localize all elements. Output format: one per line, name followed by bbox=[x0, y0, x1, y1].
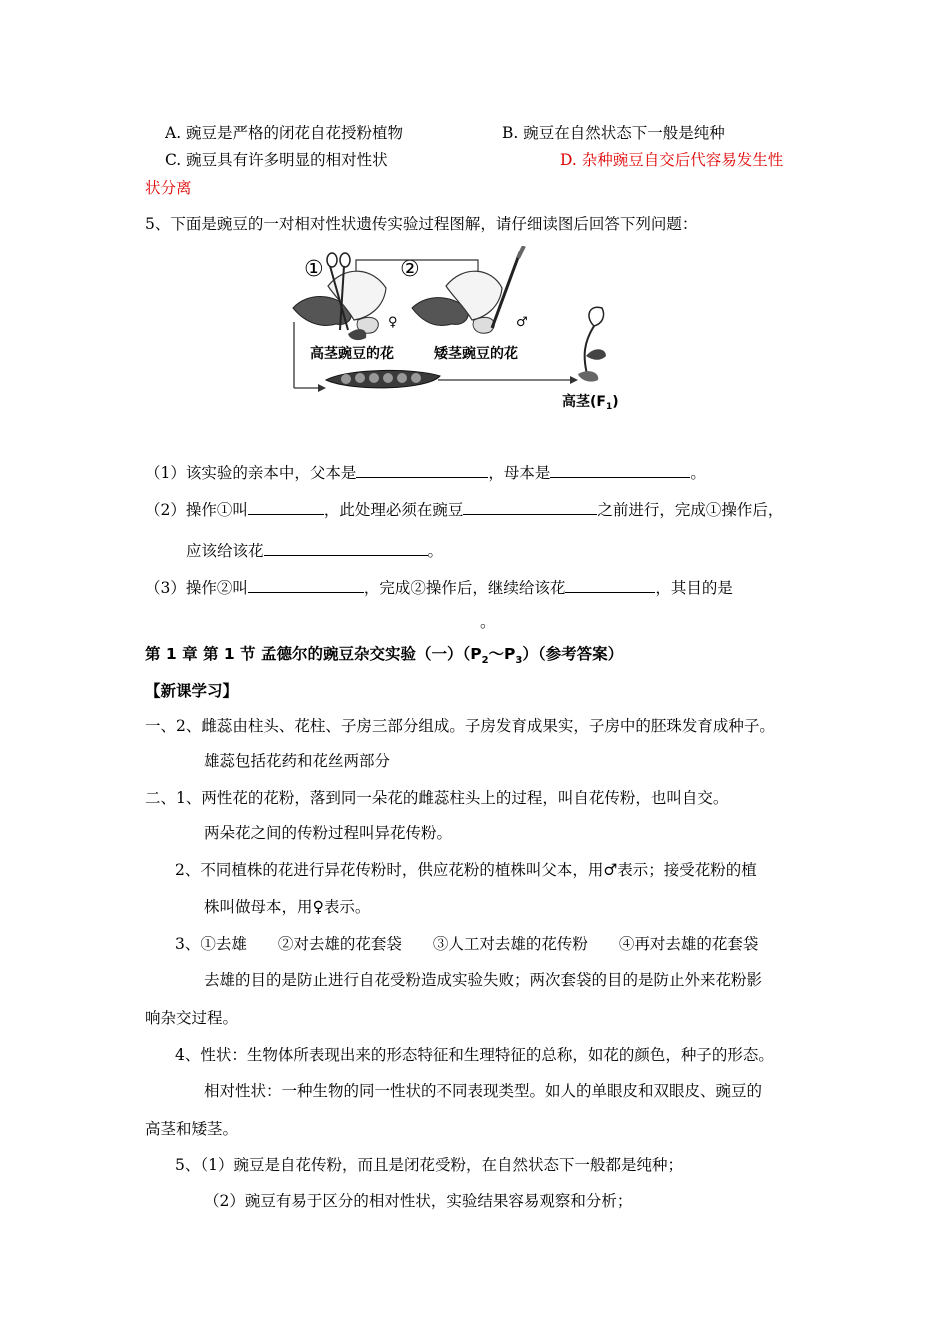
option-d-continued: 状分离 bbox=[145, 179, 192, 197]
f1-label: 高茎$(F_1)$ bbox=[562, 394, 619, 412]
answer-line: 株叫做母本，用♀表示。 bbox=[204, 898, 371, 916]
pea-pod-image bbox=[326, 370, 440, 387]
answer-line: 响杂交过程。 bbox=[145, 1009, 239, 1027]
blank-operation2[interactable] bbox=[248, 578, 364, 593]
blank-before[interactable] bbox=[463, 500, 597, 515]
answer-line: 高茎和矮茎。 bbox=[145, 1120, 239, 1138]
step1-label: ① bbox=[304, 257, 324, 282]
female-symbol: ♀ bbox=[388, 315, 398, 330]
section-heading: 【新课学习】 bbox=[145, 682, 239, 700]
q5-sub1: （1）该实验的亲本中，父本是 ，母本是 。 bbox=[145, 464, 706, 482]
blank-operation1[interactable] bbox=[248, 500, 324, 515]
step2-label: ② bbox=[400, 257, 420, 282]
answer-line: 5、（1）豌豆是自花传粉，而且是闭花受粉，在自然状态下一般都是纯种； bbox=[175, 1156, 683, 1174]
answer-line: 相对性状：一种生物的同一性状的不同表现类型。如人的单眼皮和双眼皮、豌豆的 bbox=[204, 1082, 763, 1100]
answer-line: 4、性状：生物体所表现出来的形态特征和生理特征的总称，如花的颜色，种子的形态。 bbox=[175, 1046, 774, 1064]
answer-line: 一、2、雌蕊由柱头、花柱、子房三部分组成。子房发育成果实，子房中的胚珠发育成种子。 bbox=[145, 717, 775, 735]
answer-title: 第 1 章 第 1 节 孟德尔的豌豆杂交实验（一）$(P_2\sim P_3)$（参考答案） bbox=[145, 645, 624, 667]
tall-flower-label: 高茎豌豆的花 bbox=[310, 346, 394, 362]
blank-after-op1[interactable] bbox=[264, 541, 428, 556]
pea-cross-diagram bbox=[288, 246, 648, 416]
option-d: D. 杂种豌豆自交后代容易发生性 bbox=[560, 151, 784, 169]
dwarf-pea-flower-image bbox=[412, 271, 502, 333]
answer-line: 3、①去雄 ②对去雄的花套袋 ③人工对去雄的花传粉 ④再对去雄的花套袋 bbox=[175, 935, 759, 953]
step1-marker bbox=[304, 257, 324, 282]
option-a: A. 豌豆是严格的闭花自花授粉植物 bbox=[165, 124, 404, 142]
q5-sub3-end: 。 bbox=[480, 613, 496, 631]
q5-intro: 5、下面是豌豆的一对相对性状遗传实验过程图解，请仔细读图后回答下列问题： bbox=[145, 215, 698, 233]
answer-line: 2、不同植株的花进行异花传粉时，供应花粉的植株叫父本，用♂表示；接受花粉的植 bbox=[175, 861, 757, 879]
answer-line: 二、1、两性花的花粉，落到同一朵花的雌蕊柱头上的过程，叫自花传粉，也叫自交。 bbox=[145, 789, 729, 807]
blank-after-op2[interactable] bbox=[565, 578, 655, 593]
option-b: B. 豌豆在自然状态下一般是纯种 bbox=[502, 124, 725, 142]
answer-line: 雄蕊包括花药和花丝两部分 bbox=[204, 752, 391, 770]
f1-plant-image bbox=[578, 307, 606, 381]
step2-marker bbox=[400, 257, 420, 282]
male-symbol: ♂ bbox=[516, 315, 528, 330]
q5-sub3: （3）操作②叫 ，完成②操作后，继续给该花 ，其目的是 bbox=[145, 579, 733, 597]
q5-sub2-continued: 应该给该花 。 bbox=[186, 542, 444, 560]
option-c: C. 豌豆具有许多明显的相对性状 bbox=[165, 151, 388, 169]
dwarf-flower-label: 矮茎豌豆的花 bbox=[434, 346, 518, 362]
q5-sub2: （2）操作①叫 ，此处理必须在豌豆 之前进行，完成①操作后， bbox=[145, 501, 784, 519]
answer-line: 两朵花之间的传粉过程叫异花传粉。 bbox=[204, 824, 453, 842]
answer-line: 去雄的目的是防止进行自花受粉造成实验失败；两次套袋的目的是防止外来花粉影 bbox=[204, 971, 763, 989]
answer-line: （2）豌豆有易于区分的相对性状，实验结果容易观察和分析； bbox=[204, 1192, 633, 1210]
blank-father[interactable] bbox=[356, 463, 488, 478]
blank-mother[interactable] bbox=[550, 463, 690, 478]
